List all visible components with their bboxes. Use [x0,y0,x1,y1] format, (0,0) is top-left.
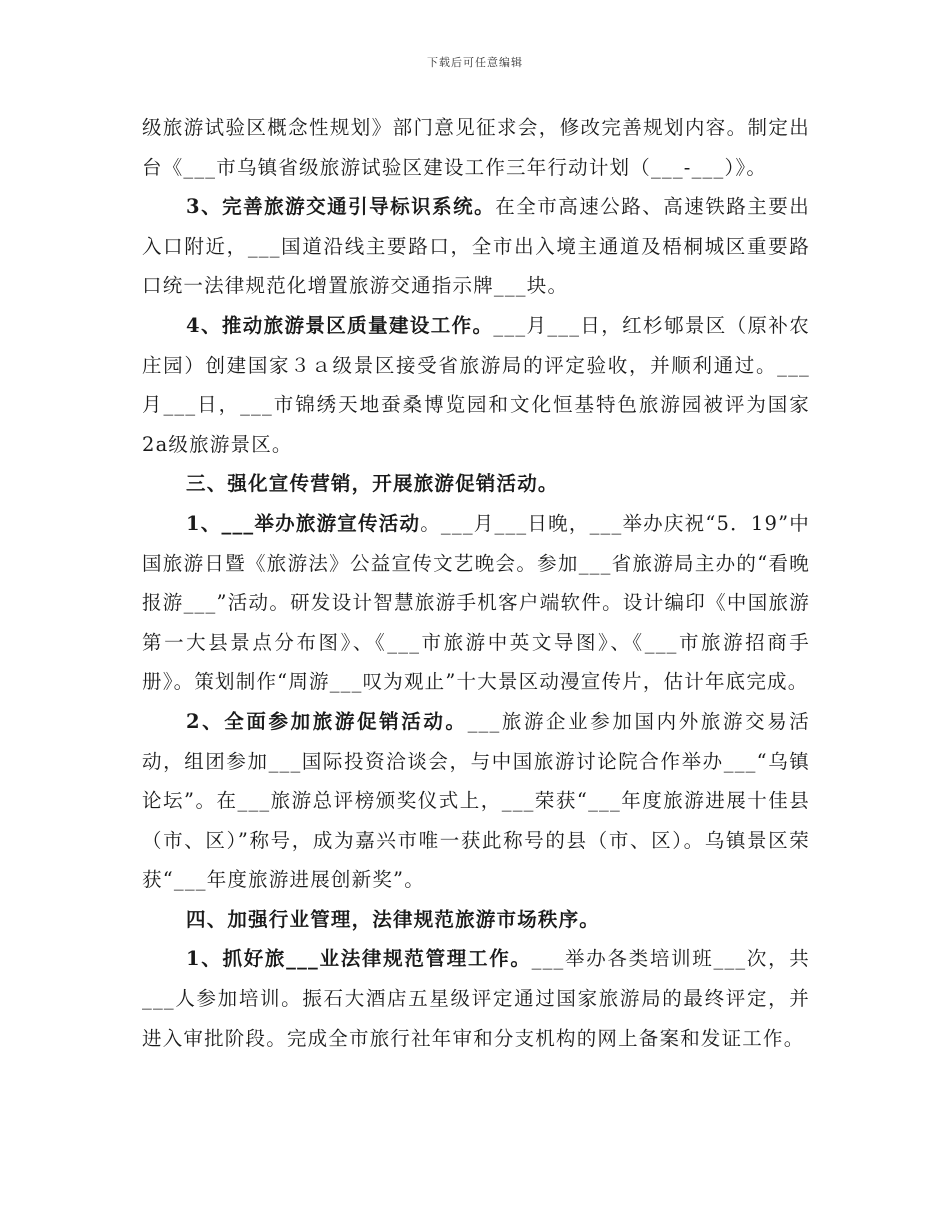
paragraph-text: ___月___日，红杉郇景区（原补农庄园）创建国家３ａ级景区接受省旅游局的评定验收，并顺利通过。___月___日，___市锦绣天地蚕桑博览园和文化恒基特色旅游园被评为国家2a级旅游景区。 [142,313,810,456]
paragraph-lead: 4、推动旅游景区质量建设工作。 [186,313,494,337]
page-header: 下载后可任意编辑 [427,56,523,69]
paragraph-1 [142,108,810,187]
paragraph-lead: 2、全面参加旅游促销活动。 [186,709,468,733]
paragraph-lead: 1、抓好旅___业法律规范管理工作。 [186,947,532,971]
paragraph-lead: 3、完善旅游交通引导标识系统。 [186,195,496,219]
paragraph-2 [142,187,810,306]
paragraph-4 [142,504,810,702]
paragraph-text: ___举办各类培训班___次，共___人参加培训。振石大酒店五星级评定通过国家旅游局的最终评定，并进入审批阶段。完成全市旅行社年审和分支机构的网上备案和发证工作。 [142,947,810,1050]
paragraph-5 [142,702,810,900]
paragraph-text: 。___月___日晚，___举办庆祝“5．19”中国旅游日暨《旅游法》公益宣传文艺晚会。参加___省旅游局主办的“看晚报游___”活动。研发设计智慧旅游手机客户端软件。设计编印《中国旅游第一大县景点分布图》、《___市旅游中英文导图》、《___市旅游招商手册》。策划制作“周游___叹为观止”十大景区动漫宣传片，估计年底完成。 [142,511,810,694]
document-body [142,108,810,1058]
section-heading-3: 三、强化宣传营销，开展旅游促销活动。 [186,472,559,496]
paragraph-text: ___旅游企业参加国内外旅游交易活动，组团参加___国际投资洽谈会，与中国旅游讨论院合作举办___“乌镇论坛”。在___旅游总评榜颁奖仪式上，___荣获“___年度旅游进展十佳县（市、区）”称号，成为嘉兴市唯一获此称号的县（市、区）。乌镇景区荣获“___年度旅游进展创新奖”。 [142,709,811,892]
paragraph-text: 在全市高速公路、高速铁路主要出入口附近，___国道沿线主要路口，全市出入境主通道及梧桐城区重要路口统一法律规范化增置旅游交通指示牌___块。 [142,195,810,298]
paragraph-3 [142,306,810,464]
paragraph-lead: 1、___举办旅游宣传活动 [186,511,421,535]
paragraph-6 [142,939,810,1058]
paragraph-text: 级旅游试验区概念性规划》部门意见征求会，修改完善规划内容。制定出台《___市乌镇省级旅游试验区建设工作三年行动计划（___-___）》。 [142,116,810,179]
section-heading-4: 四、加强行业管理，法律规范旅游市场秩序。 [186,907,601,931]
